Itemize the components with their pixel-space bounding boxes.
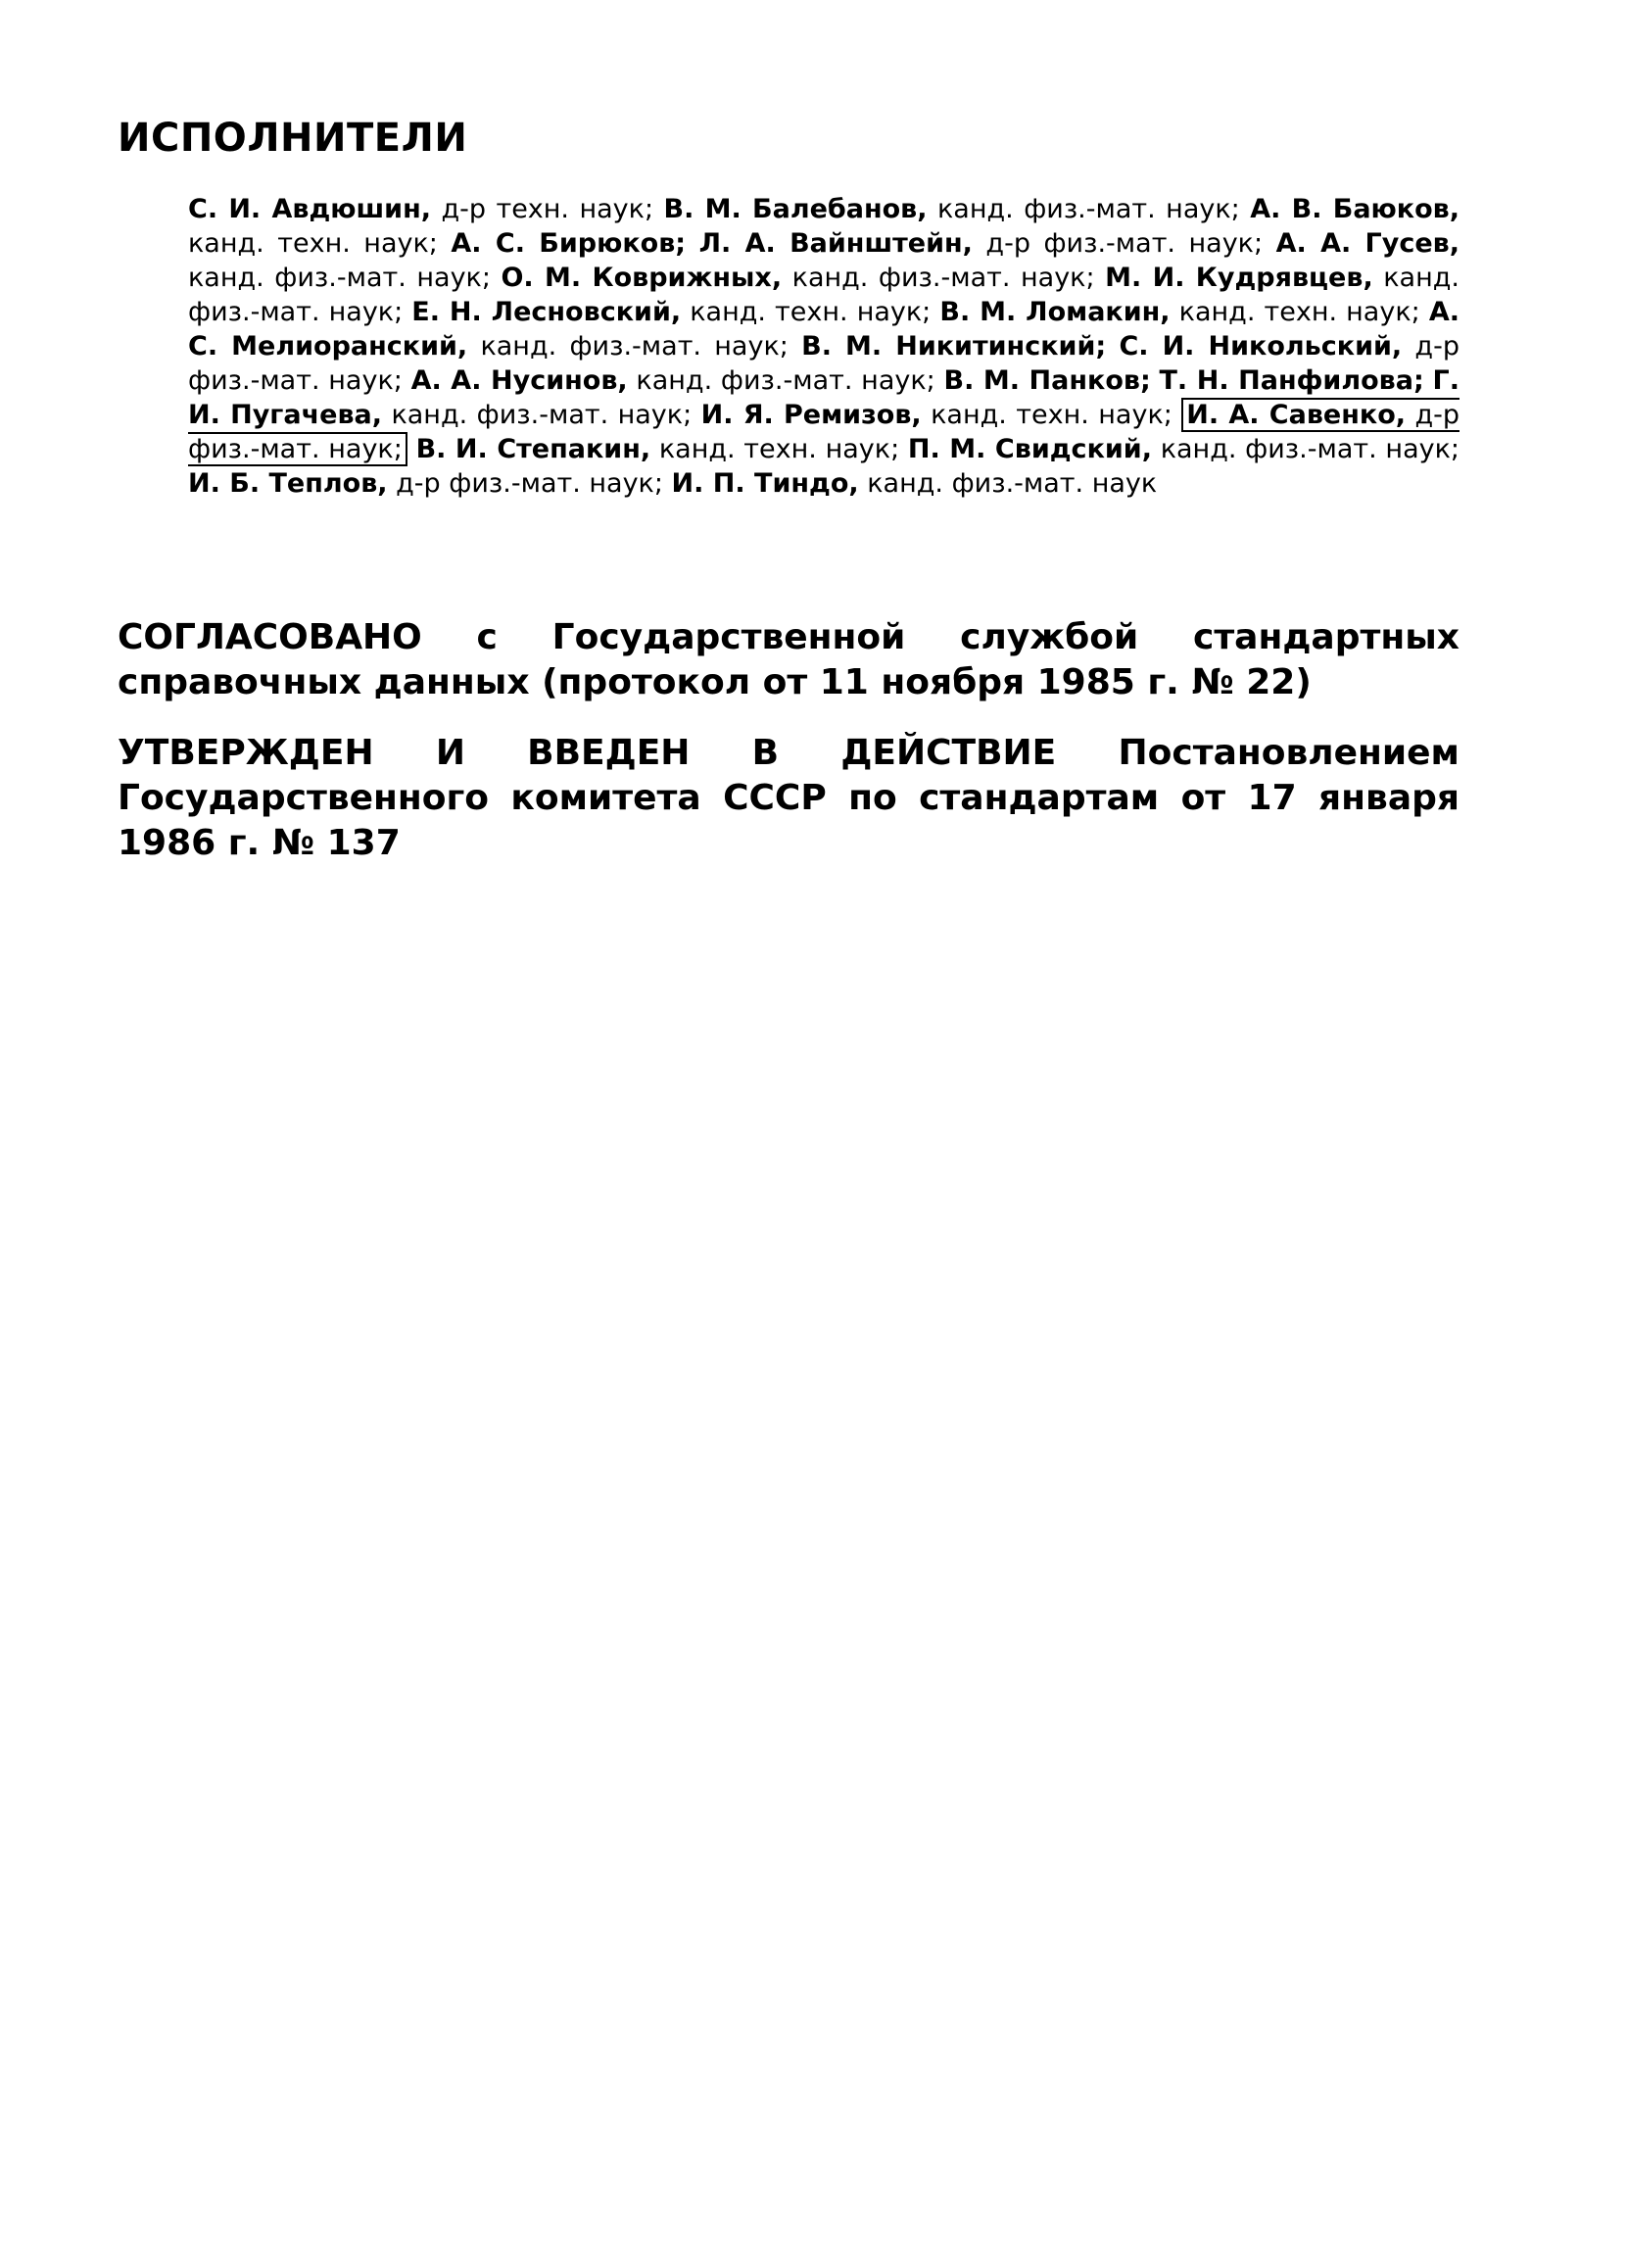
executor-degree: канд. техн. наук; xyxy=(650,434,908,464)
executor-entry xyxy=(672,468,1158,499)
executor-name: И. Б. Теплов, xyxy=(188,468,388,499)
executor-name: А. С. Мелиоранский, xyxy=(188,297,1460,362)
executor-name: С. И. Авдюшин, xyxy=(188,194,432,224)
page-title: ИСПОЛНИТЕЛИ xyxy=(118,116,468,161)
agreed-lead: СОГЛАСОВАНО xyxy=(118,617,422,657)
executor-entry xyxy=(416,434,908,464)
executor-name: П. М. Свидский, xyxy=(907,434,1152,464)
approved-lead: УТВЕРЖДЕН И ВВЕДЕН В ДЕЙСТВИЕ xyxy=(118,733,1057,773)
executor-name: В. М. Балебанов, xyxy=(663,194,928,224)
executor-name: И. А. Савенко, xyxy=(1186,400,1407,430)
executor-name: И. П. Тиндо, xyxy=(671,468,859,499)
executor-degree: д-р физ.-мат. наук; xyxy=(972,228,1276,259)
executor-name: Т. Н. Панфилова; xyxy=(1159,365,1424,396)
executor-degree xyxy=(1151,365,1160,396)
executor-name: В. И. Степакин, xyxy=(415,434,651,464)
executor-degree: канд. физ.-мат. наук; xyxy=(1151,434,1460,464)
executor-entry xyxy=(908,434,1460,464)
executor-entry xyxy=(701,400,1182,430)
executor-entry xyxy=(411,365,944,396)
executor-degree xyxy=(1106,331,1119,362)
executor-degree xyxy=(1424,365,1433,396)
executor-name: В. М. Панков; xyxy=(943,365,1151,396)
executor-name: М. И. Кудрявцев, xyxy=(1105,263,1373,293)
executor-entry xyxy=(699,228,1276,259)
executor-name: А. А. Нусинов, xyxy=(410,365,628,396)
executor-entry xyxy=(501,263,1105,293)
executor-degree xyxy=(686,228,699,259)
executor-entry xyxy=(801,331,1119,362)
executor-degree: д-р техн. наук; xyxy=(431,194,664,224)
executor-degree: канд. техн. наук; xyxy=(681,297,940,327)
executor-entry xyxy=(664,194,1251,224)
executor-degree: канд. физ.-мат. наук; xyxy=(188,263,502,293)
executors-list xyxy=(188,192,1460,501)
executor-name: Г. И. Пугачева, xyxy=(188,365,1460,430)
executor-degree: канд. физ.-мат. наук; xyxy=(188,263,1460,327)
executor-name: С. И. Никольский, xyxy=(1119,331,1403,362)
executor-name: И. Я. Ремизов, xyxy=(700,400,922,430)
executor-entry xyxy=(943,365,1159,396)
agreed-text: с Государственной службой стандартных справочных данных (протокол от 11 ноября 1985 г. № 22) xyxy=(118,617,1460,702)
executor-degree: д-р физ.-мат. наук; xyxy=(188,331,1460,396)
executor-degree: канд. физ.-мат. наук; xyxy=(782,263,1106,293)
executor-degree: д-р физ.-мат. наук; xyxy=(188,400,1460,464)
executor-name: А. А. Гусев, xyxy=(1275,228,1460,259)
executor-entry xyxy=(188,194,664,224)
executor-entry xyxy=(451,228,698,259)
executor-degree: д-р физ.-мат. наук; xyxy=(387,468,672,499)
executor-entry xyxy=(939,297,1428,327)
agreed-statement xyxy=(118,615,1460,705)
executor-degree: канд. физ.-мат. наук; xyxy=(382,400,701,430)
approved-text: Постановлением Государственного комитета СССР по стандартам от 17 января 1986 г. № 137 xyxy=(118,733,1460,863)
executor-name: Л. А. Вайнштейн, xyxy=(698,228,973,259)
executor-degree: канд. техн. наук; xyxy=(188,228,452,259)
approved-statement xyxy=(118,731,1460,866)
executor-degree: канд. физ.-мат. наук; xyxy=(927,194,1251,224)
executor-name: Е. Н. Лесновский, xyxy=(411,297,682,327)
executor-entry xyxy=(188,468,672,499)
executor-name: В. М. Ломакин, xyxy=(939,297,1171,327)
executor-name: В. М. Никитинский; xyxy=(801,331,1107,362)
executor-name: А. С. Бирюков; xyxy=(451,228,687,259)
executor-entry xyxy=(411,297,939,327)
executor-degree: канд. техн. наук; xyxy=(1170,297,1429,327)
executor-degree: канд. физ.-мат. наук; xyxy=(467,331,802,362)
executor-name: А. В. Баюков, xyxy=(1250,194,1460,224)
executor-degree: канд. техн. наук; xyxy=(921,400,1182,430)
executor-entry xyxy=(1160,365,1433,396)
executor-degree: канд. физ.-мат. наук xyxy=(858,468,1158,499)
executor-name: О. М. Коврижных, xyxy=(501,263,783,293)
executor-degree: канд. физ.-мат. наук; xyxy=(627,365,944,396)
